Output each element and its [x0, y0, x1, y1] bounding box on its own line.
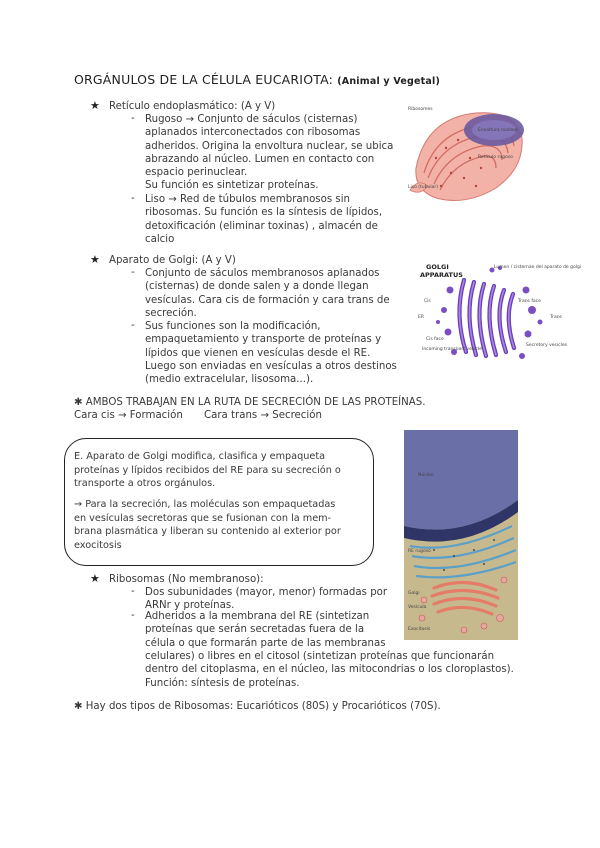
fig-label: ER	[418, 315, 424, 320]
dash-icon: -	[131, 113, 135, 124]
star-bullet-icon: ★	[90, 572, 100, 585]
secretion-pathway-illustration	[404, 430, 518, 640]
text-line: detoxificación (eliminar toxinas) , almacén de	[145, 220, 378, 232]
text-line: ribosomas. Su función es la síntesis de lípidos,	[145, 207, 383, 219]
fig-label: Retículo rugoso	[478, 155, 513, 160]
text-line: lípidos que vienen en vesículas desde el RE.	[145, 347, 371, 359]
ribosome-types-note: ✱ Hay dos tipos de Ribosomas: Eucarióticos (80S) y Procarióticos (70S).	[74, 701, 441, 712]
text-line: (medio extracelular, lisosoma...).	[145, 374, 314, 386]
text-line: proteínas que serán secretadas fuera de la	[145, 624, 365, 636]
re-heading: Retículo endoplasmático: (A y V)	[109, 101, 276, 112]
text-line: brana plasmática y liberan su contenido al exterior por	[74, 526, 341, 538]
fig-label: Cis face	[426, 337, 444, 342]
text-line: empaquetamiento y transporte de proteínas y	[145, 334, 382, 346]
fig-label: Envoltura nuclear	[478, 128, 518, 133]
page-title	[74, 72, 440, 87]
re-liso-text	[145, 193, 382, 246]
ribosomas-heading: Ribosomas (No membranoso):	[109, 574, 264, 585]
fig-label: Ribosomes	[408, 107, 433, 112]
fig-label: Golgi	[408, 591, 420, 596]
golgi-fig-title: GOLGI	[426, 263, 449, 271]
golgi-illustration	[414, 260, 582, 372]
text-line: espacio perinuclear.	[145, 167, 248, 179]
text-line: Luego son enviadas en vesículas a otros destinos	[145, 360, 397, 372]
star-bullet-icon: ★	[90, 99, 100, 112]
golgi-heading: Aparato de Golgi: (A y V)	[109, 255, 236, 266]
cis-note: Cara cis → Formación	[74, 410, 183, 421]
text-line: Liso → Red de túbulos membranosos sin	[145, 194, 350, 205]
dash-icon: -	[131, 586, 135, 597]
ribosomas-d1	[145, 586, 387, 613]
text-line: Su función es sintetizar proteínas.	[145, 180, 319, 192]
text-line: célula o que formarán parte de las membranas	[145, 637, 386, 649]
dash-icon: -	[131, 320, 135, 331]
golgi-p1	[145, 267, 390, 320]
text-line: Función: síntesis de proteínas.	[145, 677, 300, 689]
text-line: adheridos. Origina la envoltura nuclear, se ubica	[145, 140, 394, 152]
trans-note: Cara trans → Secreción	[204, 410, 322, 421]
fig-label: Vesícula	[408, 605, 427, 610]
dash-icon: -	[131, 610, 135, 621]
summary-box-p1	[74, 450, 341, 491]
re-rugoso-text	[145, 113, 393, 193]
text-line: Dos subunidades (mayor, menor) formadas por	[145, 587, 388, 598]
ribosomas-cont	[145, 650, 514, 690]
secretion-note: ✱ AMBOS TRABAJAN EN LA RUTA DE SECRECIÓN DE LAS PROTEÍNAS.	[74, 397, 426, 408]
title-main: ORGÁNULOS DE LA CÉLULA EUCARIOTA:	[74, 72, 334, 87]
text-line: proteínas y lípidos recibidos del RE para su secreción o	[74, 464, 341, 476]
title-sub: (Animal y Vegetal)	[337, 76, 440, 87]
fig-label: Lumen / cisternae del aparato de golgi	[494, 265, 582, 270]
text-line: ARNr y proteínas.	[145, 600, 235, 612]
text-line: dentro del citoplasma, en el núcleo, las mitocondrias o los cloroplastos).	[145, 664, 514, 676]
ribosomas-d2	[145, 610, 386, 650]
text-line: secreción.	[145, 307, 197, 319]
text-line: Sus funciones son la modificación,	[145, 321, 321, 332]
text-line: Adheridos a la membrana del RE (sintetizan	[145, 611, 370, 622]
text-line: vesículas. Cara cis de formación y cara trans de	[145, 294, 390, 306]
text-line: Rugoso → Conjunto de sáculos (cisternas)	[145, 114, 358, 125]
fig-label: Trans face	[518, 299, 541, 304]
fig-label: Núcleo	[418, 473, 434, 478]
text-line: en vesículas secretoras que se fusionan con la mem-	[74, 512, 332, 524]
dash-icon: -	[131, 193, 135, 204]
star-bullet-icon: ★	[90, 253, 100, 266]
fig-label: Secretory vesicles	[526, 343, 567, 348]
fig-label: RE rugoso	[408, 549, 431, 554]
text-line: abrazando al núcleo. Lumen en contacto con	[145, 153, 375, 165]
dash-icon: -	[131, 267, 135, 278]
er-illustration	[406, 98, 526, 208]
fig-label: Liso (tubular)	[408, 185, 438, 190]
text-line: celulares) o libres en el citosol (sintetizan proteínas que funcionarán	[145, 651, 495, 662]
fig-label: Exocitosis	[408, 627, 431, 632]
text-line: transporte a otros orgánulos.	[74, 478, 216, 490]
text-line: (cisternas) de donde salen y a donde llegan	[145, 281, 369, 293]
text-line: exocitosis	[74, 539, 122, 551]
text-line: aplanados interconectados con ribosomas	[145, 127, 361, 139]
golgi-p2	[145, 320, 397, 386]
fig-label: Trans	[550, 315, 562, 320]
text-line: Conjunto de sáculos membranosos aplanados	[145, 268, 380, 279]
text-line: E. Aparato de Golgi modifica, clasifica y empaqueta	[74, 451, 326, 462]
fig-label: Incoming transport vesicle	[422, 347, 482, 352]
golgi-fig-title: APPARATUS	[420, 271, 463, 279]
fig-label: Cis	[424, 299, 431, 304]
text-line: → Para la secreción, las moléculas son empaquetadas	[74, 499, 336, 510]
text-line: calcio	[145, 233, 175, 245]
summary-box-p2	[74, 498, 341, 552]
